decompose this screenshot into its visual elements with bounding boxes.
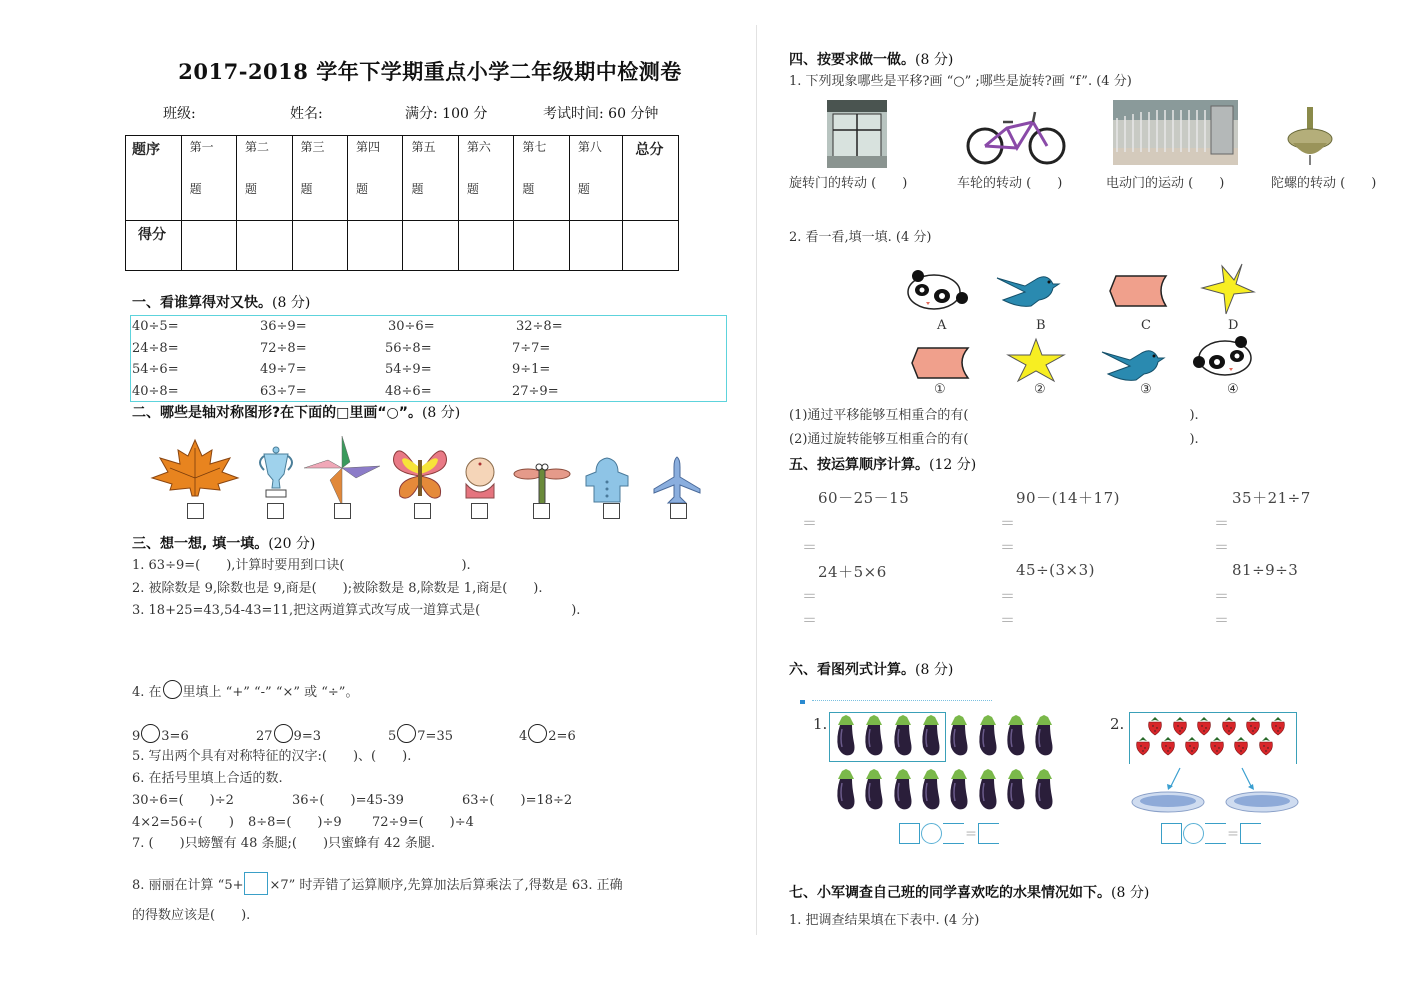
strawberry-icon [1194,716,1214,736]
q4-1: 1. 下列现象哪些是平移?画 “○” ;哪些是旋转?画 “f”. (4 分) [789,74,1132,89]
expression: 90－(14＋17) [1016,489,1120,507]
section-3-title: 三、想一想, 填一填。(20 分) [132,536,316,552]
eggplant-icon [862,769,886,811]
operator-input-circle[interactable] [141,724,160,743]
q3-4-item: 27 9=3 [256,724,321,745]
operator-input-circle[interactable] [528,724,547,743]
calc-item: 36÷9= [260,319,307,334]
bird-icon [995,270,1067,310]
equals-line: ＝ [802,611,817,629]
strawberry-icon [1243,716,1263,736]
answer-result-box[interactable] [1240,823,1261,844]
airplane-icon [652,455,702,505]
col-7-top: 第七 [522,140,547,154]
shape-label: ① [934,382,946,397]
equals-line: ＝ [1214,538,1229,556]
score-cell-5[interactable] [403,221,458,271]
q3-4-item: 5 7=35 [388,724,453,745]
revolving-door-image [827,100,887,168]
section-2-title: 二、哪些是轴对称图形?在下面的□里画“○”。(8 分) [132,405,461,421]
section-4-title: 四、按要求做一做。(8 分) [789,52,954,68]
col-1-bottom: 题 [189,182,202,196]
q3-6-item: 4×2=56÷( ) [132,815,234,830]
q4-1-item-label: 电动门的运动 ( ) [1106,176,1225,191]
equals-line: ＝ [1000,538,1015,556]
eggplant-icon [919,769,943,811]
q3-2: 2. 被除数是 9,除数也是 9,商是( );被除数是 8,除数是 1,商是( ). [132,581,543,596]
shape-label: B [1036,318,1046,333]
strawberry-icon [1182,736,1202,756]
score-cell-6[interactable] [458,221,513,271]
symmetry-checkbox-2[interactable] [267,503,284,519]
eggplant-icon [1004,769,1028,811]
answer-box[interactable] [899,823,920,844]
score-cell-total[interactable] [623,221,679,271]
q3-5: 5. 写出两个具有对称特征的汉字:( )、( ). [132,749,412,764]
panda-icon [904,268,968,312]
col-total: 总分 [635,142,664,158]
answer-operator-circle[interactable] [1183,823,1204,844]
calc-item: 30÷6= [388,319,435,334]
eggplant-icon [1032,769,1056,811]
pinwheel-icon [302,436,382,506]
q4-1-item-label: 陀螺的转动 ( ) [1271,176,1377,191]
operator-circle-icon [163,680,182,699]
equals-line: ＝ [802,514,817,532]
col-5-top: 第五 [411,140,436,154]
answer-box[interactable] [1205,823,1226,844]
col-3-top: 第三 [300,140,325,154]
equals-line: ＝ [1000,587,1015,605]
col-6-top: 第六 [466,140,491,154]
operator-input-circle[interactable] [274,724,293,743]
maple-leaf-icon [150,438,240,498]
col-8-bottom: 题 [577,182,590,196]
col-7-bottom: 题 [522,182,535,196]
score-table [125,135,679,271]
strawberry-icon [1231,736,1251,756]
q3-6-item: 30÷6=( )÷2 [132,793,234,808]
spinning-top-image [1285,105,1335,167]
eggplant-icon [947,715,971,757]
strawberry-icon [1170,716,1190,736]
exam-time: 考试时间: 60 分钟 [543,106,659,122]
calc-item: 32÷8= [516,319,563,334]
score-cell-1[interactable] [181,221,236,271]
calc-item: 54÷9= [385,362,432,377]
q3-1: 1. 63÷9=( ),计算时要用到口诀( ). [132,558,471,573]
q7-1: 1. 把调查结果填在下表中. (4 分) [789,913,980,928]
eggplant-icon [891,715,915,757]
strawberry-icon [1207,736,1227,756]
eggplant-icon [976,769,1000,811]
calc-item: 49÷7= [260,362,307,377]
equals-line: ＝ [1214,514,1229,532]
col-6-bottom: 题 [466,182,479,196]
q3-6: 6. 在括号里填上合适的数. [132,771,283,786]
strawberry-icon [1145,716,1165,736]
q3-6-item: 72÷9=( )÷4 [372,815,474,830]
picture-1-label: 1. [813,715,828,733]
strawberry-grid [1133,716,1293,764]
q3-4-item: 4 2=6 [519,724,576,745]
eggplant-icon [834,769,858,811]
row-header-order: 题序 [132,142,160,158]
shape-label: ② [1034,382,1046,397]
col-3-bottom: 题 [300,182,313,196]
strawberry-icon [1133,736,1153,756]
column-divider [756,25,757,935]
q4-2-b: (2)通过旋转能够互相重合的有( ). [789,432,1199,447]
col-4-bottom: 题 [355,182,368,196]
symmetry-checkbox-4[interactable] [414,503,431,519]
calc-item: 72÷8= [260,341,307,356]
q4-1-item-label: 车轮的转动 ( ) [957,176,1063,191]
col-4-top: 第四 [355,140,380,154]
class-label: 班级: [163,106,196,122]
full-score: 满分: 100 分 [405,106,488,122]
picture-2-label: 2. [1110,715,1125,733]
equals-line: ＝ [802,587,817,605]
bird-icon [1100,344,1172,384]
q3-6-item: 36÷( )=45-39 [292,793,404,808]
shape-label: ③ [1140,382,1152,397]
answer-box[interactable] [1161,823,1182,844]
answer-row-1: = [899,823,999,844]
eggplant-grid [834,715,1064,815]
calc-item: 63÷7= [260,384,307,399]
section-1-title: 一、看谁算得对又快。(8 分) [132,295,311,311]
equals-line: ＝ [802,538,817,556]
q3-4: 4. 在 里填上 “+” “-” “×” 或 “÷”。 [132,680,358,701]
q3-8-line2: 的得数应该是( ). [132,908,251,923]
symmetry-checkbox-6[interactable] [533,503,550,519]
col-8-top: 第八 [577,140,602,154]
section-7-title: 七、小军调查自己班的同学喜欢吃的水果情况如下。(8 分) [789,885,1150,901]
eggplant-icon [862,715,886,757]
trophy-icon [256,444,296,498]
answer-box[interactable] [943,823,964,844]
expression: 81÷9÷3 [1232,561,1299,579]
blank-box[interactable] [244,872,268,895]
strawberry-icon [1268,716,1288,736]
expression: 24＋5×6 [818,563,887,581]
answer-operator-circle[interactable] [921,823,942,844]
shape-label: ④ [1227,382,1239,397]
expression: 60－25－15 [818,489,910,507]
eggplant-icon [947,769,971,811]
symmetry-checkbox-3[interactable] [334,503,351,519]
strawberry-icon [1256,736,1276,756]
q3-8: 8. 丽丽在计算 “5+ ×7” 时弄错了运算顺序,先算加法后算乘法了,得数是 63. 正确 [132,872,623,895]
star-icon [1006,337,1066,383]
exam-title: 2017-2018 学年下学期重点小学二年级期中检测卷 [178,59,682,84]
answer-result-box[interactable] [978,823,999,844]
row-header-score: 得分 [138,227,166,243]
q3-7: 7. ( )只螃蟹有 48 条腿;( )只蜜蜂有 42 条腿. [132,836,435,851]
strawberry-icon [1219,716,1239,736]
eggplant-icon [1032,715,1056,757]
bicycle-image [965,108,1068,166]
calc-item: 27÷9= [512,384,559,399]
shape-label: C [1141,318,1151,333]
calc-item: 9÷1= [512,362,551,377]
symmetry-checkbox-1[interactable] [187,503,204,519]
equals-line: ＝ [1000,514,1015,532]
score-cell-7[interactable] [514,221,569,271]
section-6-title: 六、看图列式计算。(8 分) [789,662,954,678]
artifact-dot [800,700,805,704]
expression: 45÷(3×3) [1016,561,1096,579]
shape-label: D [1228,318,1239,333]
eggplant-icon [834,715,858,757]
q3-3: 3. 18+25=43,54-43=11,把这两道算式改写成一道算式是( ). [132,603,581,618]
score-cell-8[interactable] [569,221,623,271]
raincoat-icon [582,456,632,504]
score-cell-2[interactable] [237,221,292,271]
baby-icon [460,456,500,500]
strawberry-icon [1158,736,1178,756]
eggplant-icon [891,769,915,811]
eggplant-icon [976,715,1000,757]
col-2-top: 第二 [245,140,270,154]
score-cell-3[interactable] [292,221,347,271]
col-1-top: 第一 [189,140,214,154]
electric-gate-image [1113,100,1238,165]
eggplant-icon [1004,715,1028,757]
q4-2: 2. 看一看,填一填. (4 分) [789,230,932,245]
q4-2-a: (1)通过平移能够互相重合的有( ). [789,408,1199,423]
calc-item: 7÷7= [512,341,551,356]
calc-item: 48÷6= [385,384,432,399]
expression: 35＋21÷7 [1232,489,1311,507]
q4-1-item-label: 旋转门的转动 ( ) [789,176,908,191]
symmetry-checkbox-7[interactable] [603,503,620,519]
pentagon-tag-icon [910,346,972,380]
panda-icon [1193,334,1255,380]
calc-item: 40÷8= [132,384,179,399]
section-5-title: 五、按运算顺序计算。(12 分) [789,457,977,473]
eggplant-icon [919,715,943,757]
col-5-bottom: 题 [411,182,424,196]
score-cell-4[interactable] [347,221,402,271]
symmetry-checkbox-5[interactable] [471,503,488,519]
answer-row-2: = [1161,823,1261,844]
equals-line: ＝ [1214,587,1229,605]
q3-6-item: 63÷( )=18÷2 [462,793,573,808]
artifact-line [812,700,992,701]
q3-6-item: 8÷8=( )÷9 [248,815,342,830]
calc-item: 56÷8= [385,341,432,356]
q3-4-item: 9 3=6 [132,724,189,745]
pentagon-tag-icon [1108,274,1168,308]
calc-item: 54÷6= [132,362,179,377]
name-label: 姓名: [290,106,323,122]
shape-label: A [937,318,947,333]
symmetry-checkbox-8[interactable] [670,503,687,519]
col-2-bottom: 题 [245,182,258,196]
star-tilted-icon [1200,262,1256,316]
butterfly-icon [390,446,450,504]
calc-item: 24÷8= [132,341,179,356]
dragonfly-icon [512,462,572,506]
equals-line: ＝ [1214,611,1229,629]
equals-line: ＝ [1000,611,1015,629]
plates-illustration [1130,766,1300,816]
calc-item: 40÷5= [132,319,179,334]
operator-input-circle[interactable] [397,724,416,743]
